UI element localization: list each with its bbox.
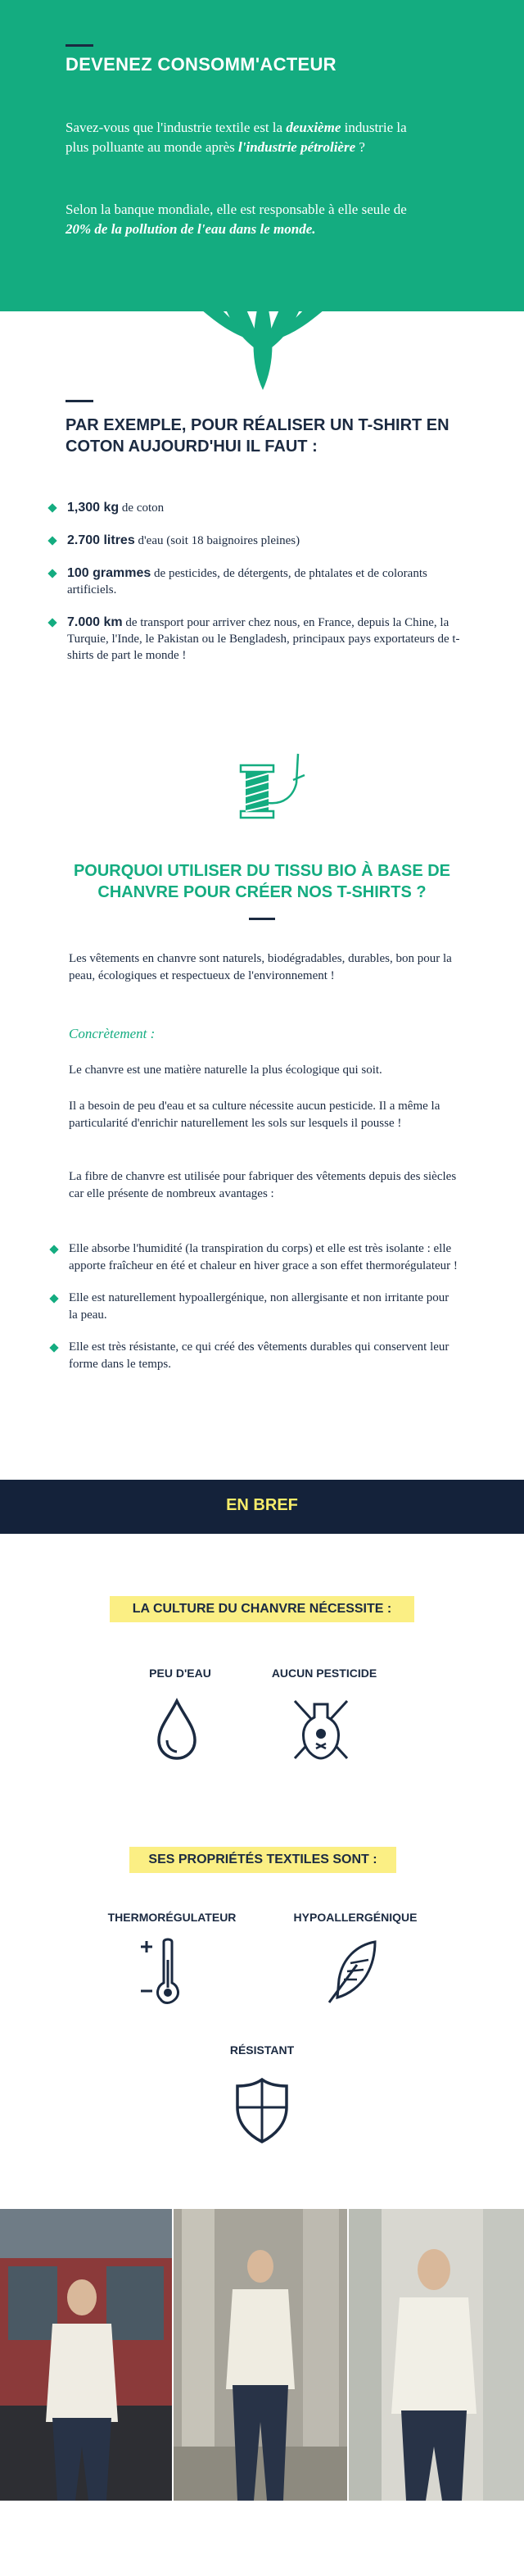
proprietes-title: SES PROPRIÉTÉS TEXTILES SONT : <box>129 1847 396 1873</box>
list-item: Elle absorbe l'humidité (la transpiration du corps) et elle est très isolante : elle apporte fraîcheur en été et chaleur en hiver grace a son effet thermorégulateur ! <box>51 1240 460 1275</box>
section2-intro: Les vêtements en chanvre sont naturels, biodégradables, durables, bon pour la peau, écologiques et respectueux de l'environnement ! <box>69 952 452 982</box>
section2-accent-bar <box>249 918 275 920</box>
list-item: Elle est très résistante, ce qui créé des vêtements durables qui conservent leur forme dans le temps. <box>51 1339 460 1373</box>
list-item: Elle est naturellement hypoallergénique, non allergisante et non irritante pour la peau. <box>51 1290 460 1324</box>
aucun-pesticide-label: AUCUN PESTICIDE <box>271 1667 377 1680</box>
diamond-bullet-icon <box>47 503 56 512</box>
diamond-bullet-icon <box>47 569 56 578</box>
hero-paragraph-2: Selon la banque mondiale, elle est responsable à elle seule de 20% de la pollution de l'eau dans le monde. <box>66 202 407 237</box>
feather-icon <box>324 1937 382 2006</box>
hemp-leaf-icon <box>201 303 324 393</box>
section1-title: PAR EXEMPLE, POUR RÉALISER UN T-SHIRT EN COTON AUJOURD'HUI IL FAUT : <box>66 416 449 456</box>
photo-model-bus <box>0 2209 172 2501</box>
en-bref-title: EN BREF <box>226 1496 298 1514</box>
section2-paragraph-2: Il a besoin de peu d'eau et sa culture nécessite aucun pesticide. Il a même la particularité d'enrichir naturellement les sols sur lesquels il pousse ! <box>69 1100 440 1130</box>
shield-icon <box>233 2076 291 2145</box>
hero-paragraph-1: Savez-vous que l'industrie textile est la deuxième industrie la plus polluante au monde après l'industrie pétrolière ? <box>66 120 407 155</box>
diamond-bullet-icon <box>49 1294 58 1303</box>
hero-title: DEVENEZ CONSOMM'ACTEUR <box>66 54 337 75</box>
tshirt-models-photos <box>0 2209 524 2501</box>
diamond-bullet-icon <box>49 1245 58 1254</box>
section2-paragraph-3: La fibre de chanvre est utilisée pour fabriquer des vêtements depuis des siècles car elle présente de nombreux avantages : <box>69 1170 457 1200</box>
no-pesticide-icon <box>288 1696 354 1763</box>
section2-title: POURQUOI UTILISER DU TISSU BIO À BASE DE CHANVRE POUR CRÉER NOS T-SHIRTS ? <box>73 862 451 901</box>
section2-paragraph-1: Le chanvre est une matière naturelle la plus écologique qui soit. <box>69 1064 382 1077</box>
diamond-bullet-icon <box>47 618 56 627</box>
photo-model-columns <box>174 2209 347 2501</box>
culture-title: LA CULTURE DU CHANVRE NÉCESSITE : <box>110 1596 414 1622</box>
hemp-advantages-list <box>51 1240 460 1388</box>
thread-spool-icon <box>226 751 316 832</box>
concretement-heading: Concrètement : <box>69 1026 156 1041</box>
en-bref-banner <box>0 1480 524 1534</box>
resistant-label: RÉSISTANT <box>229 2043 295 2057</box>
tshirt-requirements-list <box>49 500 475 680</box>
photo-model-closeup <box>349 2209 524 2501</box>
hero-section <box>0 0 524 311</box>
hypoallergenique-label: HYPOALLERGÉNIQUE <box>293 1911 418 1924</box>
thermometer-icon <box>138 1935 190 2009</box>
peu-eau-label: PEU D'EAU <box>149 1667 211 1680</box>
list-item: 100 grammes de pesticides, de détergents, de phtalates et de colorants artificiels. <box>49 565 475 598</box>
diamond-bullet-icon <box>49 1343 58 1352</box>
diamond-bullet-icon <box>47 536 56 545</box>
list-item: 7.000 km de transport pour arriver chez nous, en France, depuis la Chine, la Turquie, l'Inde, le Pakistan ou le Bengladesh, principaux pays exportateurs de t-shirts de part le monde ! <box>49 615 475 664</box>
list-item: 1,300 kg de coton <box>49 500 475 516</box>
water-drop-icon <box>152 1696 201 1762</box>
section1-accent-bar <box>66 400 93 402</box>
list-item: 2.700 litres d'eau (soit 18 baignoires pleines) <box>49 533 475 549</box>
thermoregulateur-label: THERMORÉGULATEUR <box>107 1911 237 1924</box>
title-accent-bar <box>66 44 93 47</box>
